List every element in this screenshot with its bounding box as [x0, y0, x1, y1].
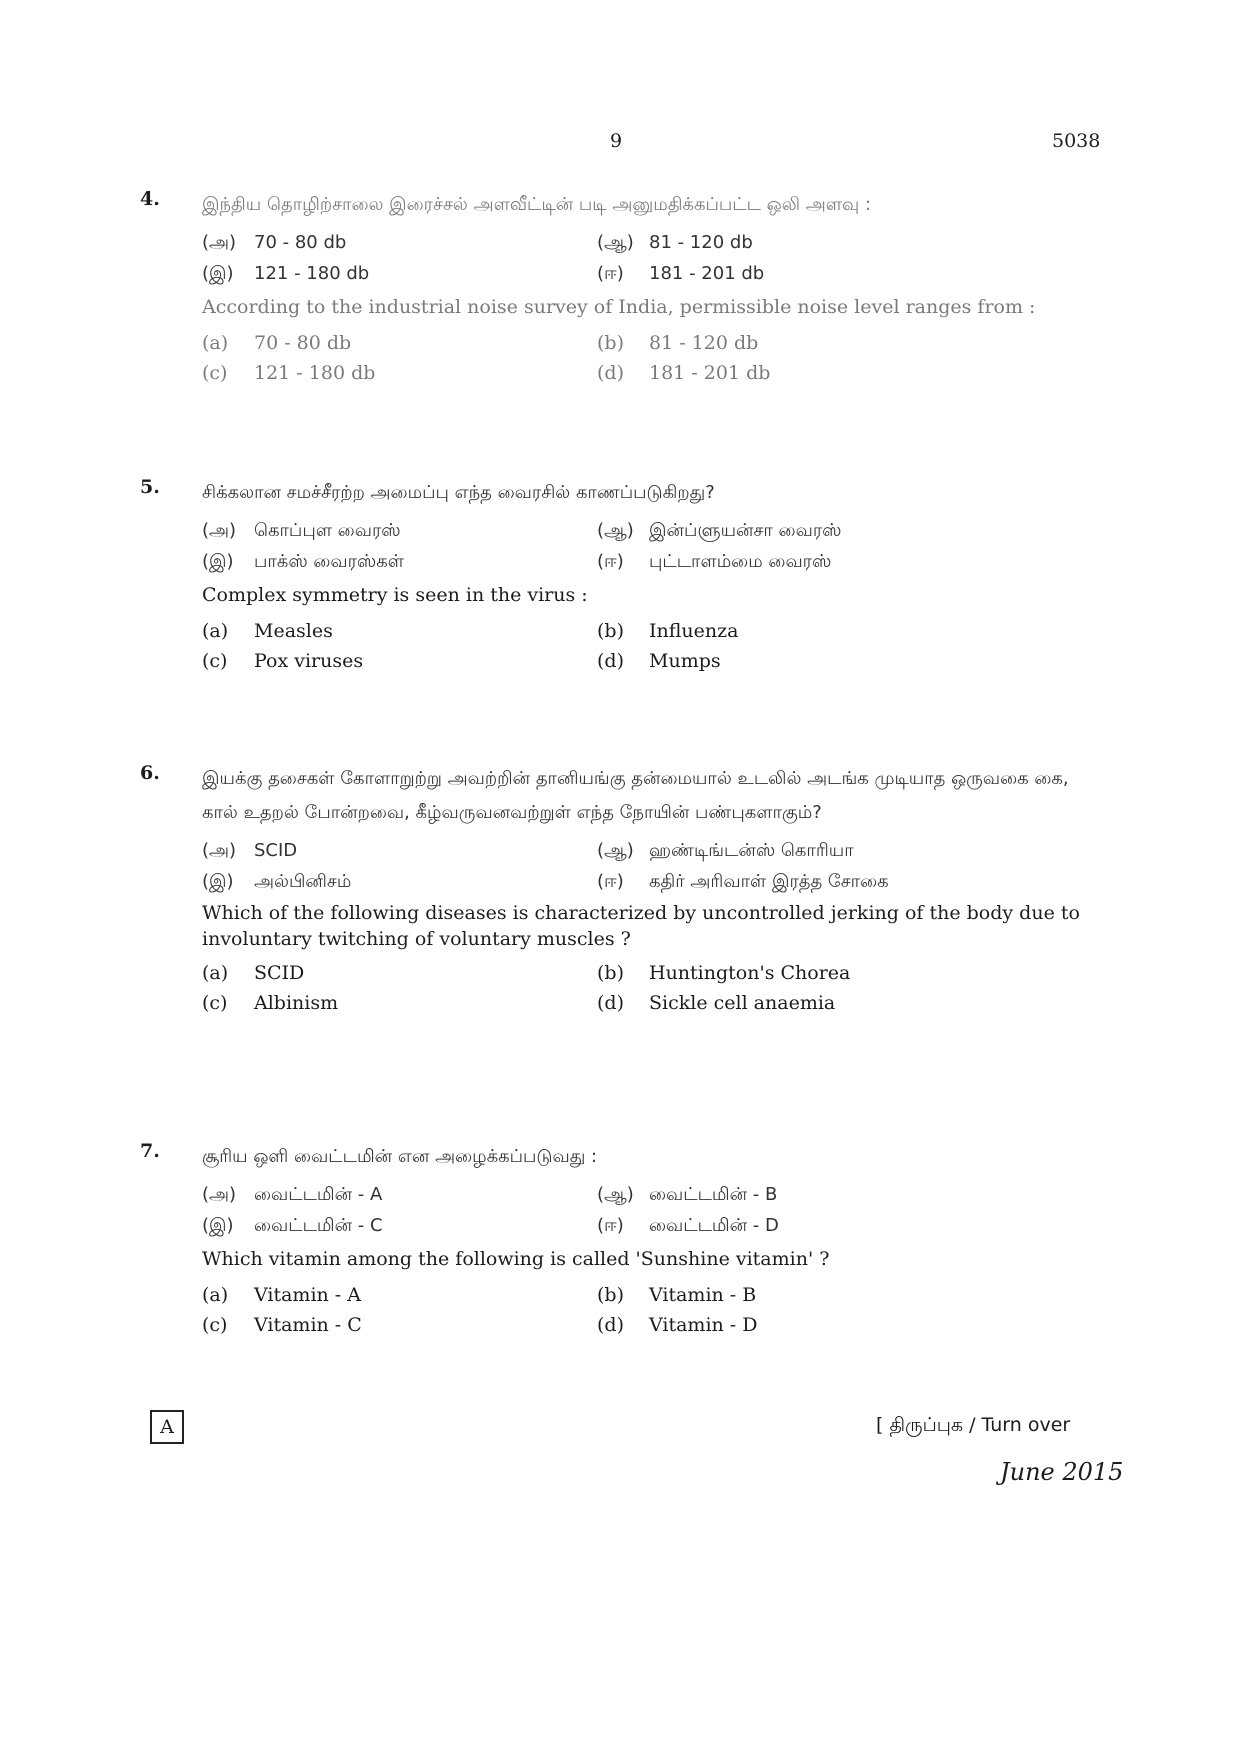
option-b-tamil: (ஆ) ஹண்டிங்டன்ஸ் கொரியா: [597, 840, 854, 861]
option-a-tamil: (அ) SCID: [202, 840, 298, 861]
question-7: [140, 1140, 1100, 1336]
option-d-tamil: (ஈ) புட்டாளம்மை வைரஸ்: [597, 551, 832, 572]
question-5: [140, 476, 1100, 672]
option-b: (b) 81 - 120 db: [597, 332, 759, 354]
question-text-english: According to the industrial noise survey of India, permissible noise level ranges from :: [202, 296, 1036, 318]
question-number: 6.: [140, 762, 160, 784]
option-a-tamil: (அ) கொப்புள வைரஸ்: [202, 520, 401, 541]
option-b-tamil: (ஆ) வைட்டமின் - B: [597, 1184, 778, 1205]
question-text-tamil: சிக்கலான சமச்சீரற்ற அமைப்பு எந்த வைரசில் காணப்படுகிறது?: [202, 482, 715, 503]
page-number: 9: [610, 130, 623, 152]
option-a: (a) Measles: [202, 620, 333, 642]
exam-date: June 2015: [1000, 1458, 1124, 1486]
question-text-tamil: சூரிய ஒளி வைட்டமின் என அழைக்கப்படுவது :: [202, 1146, 598, 1167]
tamil-options: [202, 520, 1100, 574]
question-text-english: Which vitamin among the following is called 'Sunshine vitamin' ?: [202, 1248, 830, 1270]
question-text-english: Which of the following diseases is characterized by uncontrolled jerking of the body due to involuntary twitching of voluntary muscles ?: [202, 902, 1080, 950]
option-c: (c) Albinism: [202, 992, 339, 1014]
option-b: (b) Huntington's Chorea: [597, 962, 851, 984]
option-b: (b) Influenza: [597, 620, 739, 642]
option-c: (c) 121 - 180 db: [202, 362, 376, 384]
option-d: (d) Sickle cell anaemia: [597, 992, 836, 1014]
option-a: (a) 70 - 80 db: [202, 332, 352, 354]
option-a: (a) Vitamin - A: [202, 1284, 361, 1306]
option-a-tamil: (அ) வைட்டமின் - A: [202, 1184, 383, 1205]
question-number: 4.: [140, 188, 160, 210]
turn-over-label: [ திருப்புக / Turn over: [876, 1414, 1071, 1436]
option-d: (d) Vitamin - D: [597, 1314, 758, 1336]
option-c-tamil: (இ) வைட்டமின் - C: [202, 1215, 383, 1236]
question-text-tamil: இந்திய தொழிற்சாலை இரைச்சல் அளவீட்டின் படி அனுமதிக்கப்பட்ட ஒலி அளவு :: [202, 194, 872, 215]
option-c-tamil: (இ) பாக்ஸ் வைரஸ்கள்: [202, 551, 405, 572]
option-c: (c) Vitamin - C: [202, 1314, 362, 1336]
english-options: [202, 962, 1100, 1014]
option-a-tamil: (அ) 70 - 80 db: [202, 232, 347, 253]
tamil-options: [202, 840, 1100, 894]
question-number: 7.: [140, 1140, 160, 1162]
paper-code: 5038: [1052, 130, 1101, 152]
option-c-tamil: (இ) அல்பினிசம்: [202, 871, 352, 892]
option-c: (c) Pox viruses: [202, 650, 364, 672]
question-6: [140, 762, 1100, 1014]
option-d: (d) 181 - 201 db: [597, 362, 771, 384]
question-number: 5.: [140, 476, 160, 498]
english-options: [202, 332, 1100, 384]
option-d: (d) Mumps: [597, 650, 721, 672]
question-text-english: Complex symmetry is seen in the virus :: [202, 584, 588, 606]
option-b-tamil: (ஆ) இன்ப்ளுயன்சா வைரஸ்: [597, 520, 842, 541]
option-b-tamil: (ஆ) 81 - 120 db: [597, 232, 753, 253]
option-d-tamil: (ஈ) கதிர் அரிவாள் இரத்த சோகை: [597, 871, 889, 892]
option-d-tamil: (ஈ) வைட்டமின் - D: [597, 1215, 779, 1236]
version-box: A: [150, 1410, 184, 1444]
option-a: (a) SCID: [202, 962, 305, 984]
tamil-options: [202, 1184, 1100, 1238]
option-c-tamil: (இ) 121 - 180 db: [202, 263, 370, 284]
english-options: [202, 1284, 1100, 1336]
english-options: [202, 620, 1100, 672]
question-text-tamil: இயக்கு தசைகள் கோளாறுற்று அவற்றின் தானியங்கு தன்மையால் உடலில் அடங்க முடியாத ஒருவகை கை, கால் உதறல் போன்றவை, கீழ்வருவனவற்றுள் எந்த நோயின் பண்புகளாகும்?: [202, 768, 1069, 823]
option-b: (b) Vitamin - B: [597, 1284, 757, 1306]
option-d-tamil: (ஈ) 181 - 201 db: [597, 263, 765, 284]
tamil-options: [202, 232, 1100, 286]
question-4: [140, 188, 1100, 384]
